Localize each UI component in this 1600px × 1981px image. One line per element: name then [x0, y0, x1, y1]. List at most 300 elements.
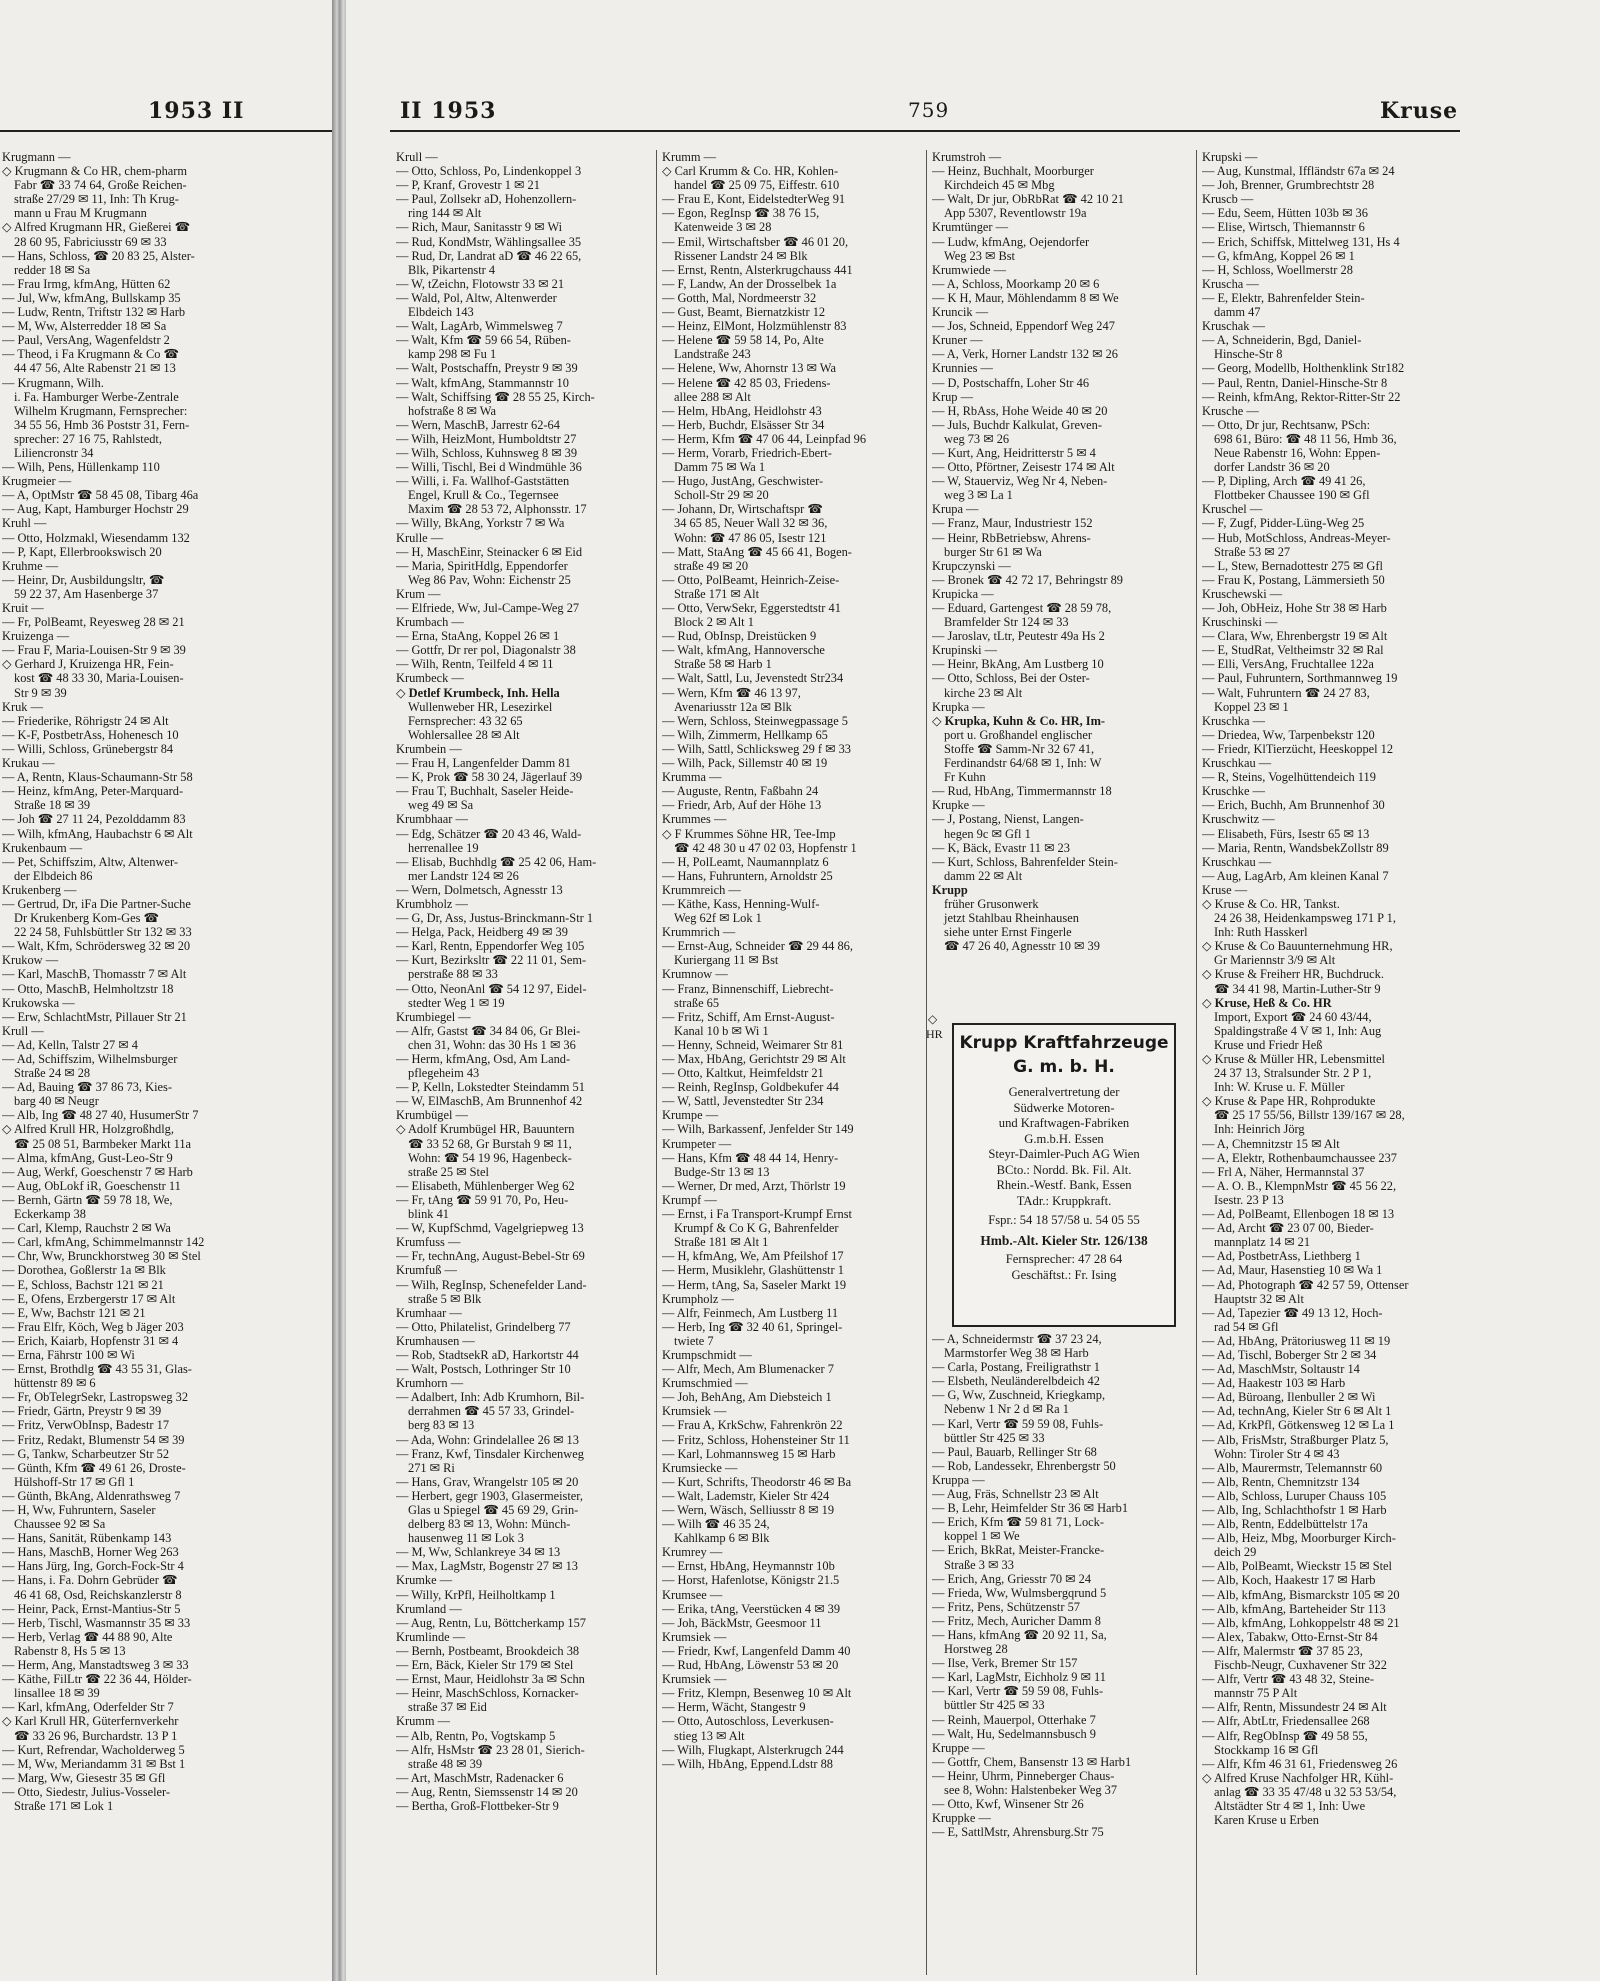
directory-entry: Straße 53 ✉ 27	[1214, 544, 1291, 559]
directory-entry: — Rob, Landessekr, Ehrenbergstr 50	[932, 1458, 1116, 1473]
directory-entry: — Hans, i. Fa. Dohrn Gebrüder ☎	[2, 1573, 178, 1588]
directory-entry: Krulle —	[396, 530, 444, 545]
directory-entry: — E, SattlMstr, Ahrensburg.Str 75	[932, 1825, 1104, 1840]
directory-entry: — Hans, Sanität, Rübenkamp 143	[2, 1531, 172, 1546]
directory-entry: ☎ 25 08 51, Barmbeker Markt 11a	[14, 1136, 192, 1151]
directory-entry: — Erw, SchlachtMstr, Pillauer Str 21	[2, 1009, 187, 1024]
directory-entry: Eckerkamp 38	[14, 1207, 86, 1222]
directory-entry: — Marg, Ww, Giesestr 35 ✉ Gfl	[2, 1770, 166, 1785]
directory-entry: — Wald, Pol, Altw, Altenwerder	[396, 290, 557, 305]
directory-entry: Krull —	[2, 1023, 44, 1038]
directory-entry: — Alex, Tabakw, Otto-Ernst-Str 84	[1202, 1629, 1378, 1644]
directory-entry: — Ad, HbAng, Prätoriusweg 11 ✉ 19	[1202, 1333, 1391, 1348]
directory-entry: — Karl, MaschB, Thomasstr 7 ✉ Alt	[2, 967, 187, 982]
directory-entry: — Helm, HbAng, Heidlohstr 43	[662, 403, 822, 418]
directory-entry: — K, Prok ☎ 58 30 24, Jägerlauf 39	[396, 770, 583, 785]
directory-entry: — Frau E, Kont, EidelstedterWeg 91	[662, 192, 846, 207]
directory-entry: der Elbdeich 86	[14, 868, 93, 883]
directory-entry: — Alb, FrisMstr, Straßburger Platz 5,	[1202, 1432, 1389, 1447]
directory-entry: — L, Stew, Bernadottestr 275 ✉ Gfl	[1202, 558, 1383, 573]
right-header-rule	[390, 130, 1460, 132]
directory-entry: mann u Frau M Krugmann	[14, 206, 147, 221]
directory-entry: — Alfr, Feinmech, Am Lustberg 11	[662, 1305, 839, 1320]
directory-entry: — Jos, Schneid, Eppendorf Weg 247	[932, 319, 1115, 334]
right-column-1	[396, 150, 654, 1975]
directory-entry: — Ernst, Brothdlg ☎ 43 55 31, Glas-	[2, 1362, 192, 1377]
directory-entry: straße 48 ✉ 39	[408, 1756, 483, 1771]
directory-entry: — Paul, Bauarb, Rellinger Str 68	[932, 1444, 1097, 1459]
directory-entry: — Pet, Schiffszim, Altw, Altenwer-	[2, 854, 178, 869]
directory-entry: — Walt, Kfm, Schrödersweg 32 ✉ 20	[2, 939, 191, 954]
directory-entry: — Erich, Schiffsk, Mittelweg 131, Hs 4	[1202, 234, 1400, 249]
directory-entry: — Elisabeth, Mühlenberger Weg 62	[396, 1178, 575, 1193]
directory-entry: — Joh, ObHeiz, Hohe Str 38 ✉ Harb	[1202, 601, 1387, 615]
directory-entry: Kruscha —	[1202, 276, 1259, 291]
directory-entry: — Walt, kfmAng, Stammannstr 10	[396, 375, 569, 390]
directory-entry: Chaussee 92 ✉ Sa	[14, 1517, 106, 1532]
directory-entry: — Aug, LagArb, Am kleinen Kanal 7	[1202, 868, 1389, 883]
directory-entry: kost ☎ 48 33 30, Maria-Louisen-	[14, 671, 184, 686]
directory-entry: Koppel 23 ✉ 1	[1214, 699, 1289, 714]
directory-entry: — Edg, Schätzer ☎ 20 43 46, Wald-	[396, 826, 582, 841]
directory-entry: — Max, LagMstr, Bogenstr 27 ✉ 13	[396, 1559, 578, 1574]
directory-entry: straße 65	[674, 995, 720, 1010]
directory-entry: 44 47 56, Alte Rabenstr 21 ✉ 13	[14, 361, 176, 376]
directory-entry: — Ludw, Rentn, Triftstr 132 ✉ Harb	[2, 305, 186, 320]
directory-entry: damm 47	[1214, 305, 1261, 320]
directory-entry: — Alb, Maurermstr, Telemannstr 60	[1202, 1460, 1383, 1475]
directory-entry: Kruschewski —	[1202, 586, 1283, 601]
directory-entry: — Hans, Fuhruntern, Arnoldstr 25	[662, 868, 833, 883]
directory-entry: Stockkamp 16 ✉ Gfl	[1214, 1742, 1319, 1757]
directory-entry: — Paul, Fuhruntern, Sorthmannweg 19	[1202, 671, 1398, 686]
directory-entry: ◇ Adolf Krumbügel HR, Bauuntern	[396, 1122, 575, 1137]
directory-entry: Krumsiecke —	[662, 1460, 738, 1475]
directory-entry: — Aug, Kapt, Hamburger Hochstr 29	[2, 502, 189, 517]
directory-entry: siehe unter Ernst Fingerle	[944, 925, 1072, 940]
directory-entry: — Ad, Bauing ☎ 37 86 73, Kies-	[2, 1080, 172, 1095]
directory-entry: Krumbiegel —	[396, 1009, 471, 1024]
directory-entry: 698 61, Büro: ☎ 48 11 56, Hmb 36,	[1214, 431, 1397, 446]
directory-entry: — Otto, Dr jur, Rechtsanw, PSch:	[1202, 417, 1371, 432]
directory-entry: Straße 171 ✉ Alt	[674, 586, 760, 601]
ad-line: Fernsprecher: 47 28 64	[1005, 1252, 1123, 1266]
directory-entry: — Otto, NeonAnl ☎ 54 12 97, Eidel-	[396, 981, 587, 996]
directory-entry: Krumbein —	[396, 741, 462, 756]
directory-entry: Wohlersallee 28 ✉ Alt	[408, 727, 520, 742]
directory-entry: — Elli, VersAng, Fruchtallee 122a	[1202, 657, 1374, 672]
directory-entry: — Art, MaschMstr, Radenacker 6	[396, 1770, 564, 1785]
directory-entry: Engel, Krull & Co., Tegernsee	[408, 488, 559, 503]
directory-entry: — Walt, LagArb, Wimmelsweg 7	[396, 319, 563, 334]
directory-entry: — Fritz, Schiff, Am Ernst-August-	[662, 1009, 835, 1024]
directory-entry: Kruit —	[2, 601, 44, 615]
directory-entry: — Alb, Rentn, Po, Vogtskamp 5	[396, 1728, 556, 1743]
directory-entry: — Helene, Ww, Ahornstr 13 ✉ Wa	[662, 361, 836, 376]
directory-entry: see 8, Wohn: Halstenbeker Weg 37	[944, 1783, 1118, 1797]
directory-entry: Krumfuss —	[396, 1235, 461, 1250]
right-page-header-right: Kruse	[1380, 98, 1459, 124]
directory-entry: Krumpf & Co K G, Bahrenfelder	[674, 1221, 839, 1236]
directory-entry: — Fritz, Mech, Auricher Damm 8	[932, 1613, 1101, 1628]
directory-entry: — Werner, Dr med, Arzt, Thörlstr 19	[662, 1178, 846, 1193]
directory-entry: — Hans, Schloss, ☎ 20 83 25, Alster-	[2, 248, 195, 263]
directory-entry: — Aug, Fräs, Schnellstr 23 ✉ Alt	[932, 1487, 1099, 1502]
directory-entry: straße 49 ✉ 20	[674, 558, 749, 573]
directory-entry: — Fritz, Schloss, Hohensteiner Str 11	[662, 1432, 850, 1447]
directory-entry: Rissener Landstr 24 ✉ Blk	[674, 248, 808, 263]
directory-entry: — Herm, kfmAng, Osd, Am Land-	[396, 1052, 571, 1066]
directory-entry: — F, Landw, An der Drosselbek 1a	[662, 276, 837, 291]
directory-entry: ◇ Kruse & Co Bauunternehmung HR,	[1202, 939, 1393, 954]
column-divider-3	[1196, 150, 1197, 1975]
directory-entry: — Kurt, Schrifts, Theodorstr 46 ✉ Ba	[662, 1474, 852, 1489]
directory-entry: — Joh, BäckMstr, Geesmoor 11	[662, 1615, 822, 1630]
directory-entry: — Jaroslav, tLtr, Peutestr 49a Hs 2	[932, 629, 1105, 644]
directory-entry: — Hans, Grav, Wrangelstr 105 ✉ 20	[396, 1474, 579, 1489]
directory-entry: — G, Dr, Ass, Justus-Brinckmann-Str 1	[396, 911, 594, 926]
directory-entry: — Erna, Fährstr 100 ✉ Wi	[2, 1347, 135, 1362]
directory-entry: Krumhausen —	[396, 1333, 475, 1348]
directory-entry: ◇ Alfred Krugmann HR, Gießerei ☎	[2, 220, 191, 235]
directory-entry: — Bernh, Postbeamt, Brookdeich 38	[396, 1643, 580, 1658]
directory-entry: herrenallee 19	[408, 840, 479, 855]
directory-entry: 34 55 56, Hmb 36 Poststr 31, Fern-	[14, 417, 190, 432]
directory-entry: — Carl, kfmAng, Schimmelmannstr 142	[2, 1235, 205, 1250]
directory-entry: hegen 9c ✉ Gfl 1	[944, 826, 1031, 841]
directory-entry: — Rud, HbAng, Timmermannstr 18	[932, 784, 1112, 799]
directory-entry: Krumhaar —	[396, 1305, 462, 1320]
directory-entry: — Alb, Heiz, Mbg, Moorburger Kirch-	[1202, 1531, 1396, 1546]
directory-entry: — Wern, Wäsch, Selliusstr 8 ✉ 19	[662, 1503, 835, 1517]
directory-entry: — Aug, Kunstmal, Iffländstr 67a ✉ 24	[1202, 164, 1395, 179]
directory-entry: — H, Schloss, Woellmerstr 28	[1202, 262, 1353, 277]
directory-entry: büttler Str 425 ✉ 33	[944, 1430, 1045, 1445]
directory-entry: — D, Postschaffn, Loher Str 46	[932, 375, 1090, 390]
directory-entry: Str 9 ✉ 39	[14, 685, 67, 700]
left-page-header: 1953 II	[148, 98, 245, 124]
directory-entry: — Rob, StadtsekR aD, Harkortstr 44	[396, 1347, 579, 1362]
directory-entry: — Fritz, VerwObInsp, Badestr 17	[2, 1418, 170, 1433]
directory-entry: — A, Rentn, Klaus-Schaumann-Str 58	[2, 770, 193, 785]
directory-entry: — Wilh ☎ 46 35 24,	[662, 1517, 770, 1532]
directory-entry: ring 144 ✉ Alt	[408, 206, 482, 221]
directory-entry: Krusche —	[1202, 403, 1259, 418]
directory-entry: — H, MaschEinr, Steinacker 6 ✉ Eid	[396, 544, 583, 559]
directory-entry: — Ada, Wohn: Grindelallee 26 ✉ 13	[396, 1432, 579, 1447]
directory-entry: — Rud, ObInsp, Dreistücken 9	[662, 629, 817, 644]
directory-entry: — Walt, Fuhruntern ☎ 24 27 83,	[1202, 685, 1370, 700]
directory-entry: — W, Sattl, Jevenstedter Str 234	[662, 1094, 824, 1109]
directory-entry: — Eduard, Gartengest ☎ 28 59 78,	[932, 601, 1112, 615]
directory-entry: Altstädter Str 4 ✉ 1, Inh: Uwe	[1214, 1798, 1366, 1813]
directory-entry: — Juls, Buchdr Kalkulat, Greven-	[932, 417, 1102, 432]
directory-entry: — Gottfr, Chem, Bansenstr 13 ✉ Harb1	[932, 1754, 1132, 1769]
directory-entry: — Heinz, kfmAng, Peter-Marquard-	[2, 784, 184, 799]
directory-entry: Krumhorn —	[396, 1376, 464, 1391]
ad-line: und Kraftwagen-Fabriken	[998, 1116, 1130, 1130]
directory-entry: — A. O. B., KlempnMstr ☎ 45 56 22,	[1202, 1178, 1397, 1193]
directory-entry: — Wilh, Zimmerm, Hellkamp 65	[662, 727, 828, 742]
directory-entry: — J, Postang, Nienst, Langen-	[932, 812, 1084, 827]
directory-entry: straße 37 ✉ Eid	[408, 1700, 487, 1715]
directory-entry: — Frieda, Ww, Wulmsbergqrund 5	[932, 1585, 1107, 1600]
directory-entry: — Jul, Ww, kfmAng, Bullskamp 35	[2, 290, 181, 305]
directory-entry: — Herb, Tischl, Wasmannstr 35 ✉ 33	[2, 1615, 191, 1630]
directory-entry: mannplatz 14 ✉ 21	[1214, 1235, 1311, 1250]
directory-entry: — Herb, Verlag ☎ 44 88 90, Alte	[2, 1629, 173, 1644]
directory-entry: — Elsbeth, Neuländerelbdeich 42	[932, 1374, 1100, 1389]
directory-entry: Kruse —	[1202, 882, 1248, 897]
right-column-4	[1202, 150, 1460, 1975]
directory-entry: — Joh, BehAng, Am Diebsteich 1	[662, 1390, 832, 1405]
directory-entry: — Kurt, Ang, Heidritterstr 5 ✉ 4	[932, 445, 1096, 460]
directory-entry: — Günth, BkAng, Aldenrathsweg 7	[2, 1488, 181, 1503]
directory-entry: Wohn: ☎ 54 19 96, Hagenbeck-	[408, 1150, 572, 1165]
directory-entry: Krupke —	[932, 798, 985, 813]
directory-entry: Kruppe —	[932, 1740, 985, 1755]
directory-entry: — Käthe, FilLtr ☎ 22 36 44, Hölder-	[2, 1672, 192, 1687]
directory-entry: Krupczynski —	[932, 558, 1011, 573]
directory-entry: — Ad, Büroang, Ilenbuller 2 ✉ Wi	[1202, 1390, 1376, 1405]
right-page-header-left: II 1953	[400, 98, 497, 124]
directory-entry: Krull —	[396, 150, 438, 164]
directory-entry: — Ernst, Maur, Heidlohstr 3a ✉ Schn	[396, 1672, 585, 1687]
directory-entry: — H, Ww, Fuhruntern, Saseler	[2, 1503, 156, 1517]
directory-entry: 34 65 85, Neuer Wall 32 ✉ 36,	[674, 516, 828, 531]
directory-entry: Blk, Pikartenstr 4	[408, 262, 496, 277]
directory-entry: ☎ 42 48 30 u 47 02 03, Hopfenstr 1	[674, 840, 857, 855]
directory-entry: Krumbach —	[396, 615, 464, 630]
directory-entry: — Wilh, Rentn, Teilfeld 4 ✉ 11	[396, 657, 554, 672]
directory-entry: — Ernst, i Fa Transport-Krumpf Ernst	[662, 1207, 852, 1222]
directory-entry: Kruse und Friedr Heß	[1214, 1037, 1323, 1052]
directory-entry: — Fr, tAng ☎ 59 91 70, Po, Heu-	[396, 1192, 569, 1207]
directory-entry: Krumm —	[662, 150, 717, 164]
directory-entry: Krumrey —	[662, 1545, 723, 1560]
directory-entry: — Joh, Brenner, Grumbrechtstr 28	[1202, 178, 1375, 193]
directory-entry: — M, Ww, Schlankreye 34 ✉ 13	[396, 1545, 561, 1560]
directory-entry: — Ad, technAng, Kieler Str 6 ✉ Alt 1	[1202, 1404, 1392, 1419]
directory-entry: — Heinr, MaschSchloss, Kornacker-	[396, 1686, 579, 1701]
directory-entry: — Wilh, HeizMont, Humboldtstr 27	[396, 431, 577, 446]
directory-entry: Weg 23 ✉ Bst	[944, 248, 1015, 263]
directory-entry: — Ad, PostbetrAss, Liethberg 1	[1202, 1249, 1361, 1264]
directory-entry: hausenweg 11 ✉ Lok 3	[408, 1531, 524, 1546]
ad-title: Krupp Kraftfahrzeuge	[959, 1033, 1169, 1053]
directory-entry: Marmstorfer Weg 38 ✉ Harb	[944, 1346, 1089, 1361]
book-gutter	[332, 0, 346, 1981]
directory-entry: — Alb, kfmAng, Lohkoppelstr 48 ✉ 21	[1202, 1615, 1400, 1630]
directory-entry: — Alfr, Gastst ☎ 34 84 06, Gr Blei-	[396, 1023, 581, 1038]
directory-entry: — Joh ☎ 27 11 24, Pezolddamm 83	[2, 812, 186, 827]
directory-entry: — Edu, Seem, Hütten 103b ✉ 36	[1202, 206, 1368, 221]
directory-entry: handel ☎ 25 09 75, Eiffestr. 610	[674, 178, 840, 193]
directory-entry: — P, Dipling, Arch ☎ 49 41 26,	[1202, 474, 1366, 489]
directory-entry: — E, Ofens, Erzbergerstr 17 ✉ Alt	[2, 1291, 176, 1306]
directory-entry: — Reinh, Mauerpol, Otterhake 7	[932, 1712, 1096, 1727]
krupp-advertisement	[952, 1023, 1176, 1327]
directory-entry: — Paul, VersAng, Wagenfeldstr 2	[2, 333, 170, 348]
directory-entry: — Ad, Archt ☎ 23 07 00, Bieder-	[1202, 1221, 1374, 1236]
directory-entry: — Alb, kfmAng, Bismarckstr 105 ✉ 20	[1202, 1587, 1400, 1602]
directory-entry: — Reinh, RegInsp, Goldbekufer 44	[662, 1080, 839, 1095]
directory-entry: — Herm, Musiklehr, Glashüttenstr 1	[662, 1263, 844, 1278]
directory-entry: — Gertrud, Dr, iFa Die Partner-Suche	[2, 896, 191, 911]
directory-entry: Rabenstr 8, Hs 5 ✉ 13	[14, 1643, 126, 1658]
directory-entry: — Herbert, gegr 1903, Glasermeister,	[396, 1488, 584, 1503]
directory-entry: — Walt, Postsch, Lothringer Str 10	[396, 1362, 571, 1377]
directory-entry: — Heinr, Uhrm, Pinneberger Chaus-	[932, 1768, 1115, 1783]
directory-entry: — E, Elektr, Bahrenfelder Stein-	[1202, 290, 1365, 305]
directory-entry: dorfer Landstr 36 ✉ 20	[1214, 460, 1330, 475]
directory-entry: Wohn: Tiroler Str 4 ✉ 43	[1214, 1446, 1340, 1461]
directory-entry: — Otto, MaschB, Helmholtzstr 18	[2, 981, 174, 996]
directory-entry: — Carla, Postang, Freiligrathstr 1	[932, 1360, 1100, 1375]
directory-entry: Krumbholz —	[396, 896, 468, 911]
directory-entry: Krup —	[932, 389, 973, 404]
right-column-2	[662, 150, 924, 1975]
directory-entry: — Rud, KondMstr, Wählingsallee 35	[396, 234, 582, 249]
directory-entry: — Alb, Schloss, Luruper Chauss 105	[1202, 1488, 1387, 1503]
directory-entry: Krunnies —	[932, 361, 993, 376]
directory-entry: ◇ Krugmann & Co HR, chem-pharm	[2, 164, 188, 179]
directory-entry: Kuriergang 11 ✉ Bst	[674, 953, 779, 968]
directory-entry: Krumfuß —	[396, 1263, 457, 1278]
directory-entry: — Heinz, Buchhalt, Moorburger	[932, 164, 1094, 179]
directory-entry: — Hans Jürg, Ing, Gorch-Fock-Str 4	[2, 1559, 184, 1574]
directory-entry: — Walt, Postschaffn, Preystr 9 ✉ 39	[396, 361, 578, 376]
directory-entry: allee 288 ✉ Alt	[674, 389, 751, 404]
directory-entry: Krummrich —	[662, 925, 736, 940]
directory-entry: twiete 7	[674, 1333, 714, 1348]
directory-entry: Kruner —	[932, 333, 983, 348]
ad-line: Generalvertretung der	[1008, 1085, 1120, 1099]
directory-entry: ◇ Carl Krumm & Co. HR, Kohlen-	[662, 164, 839, 179]
directory-entry: blink 41	[408, 1207, 449, 1222]
directory-entry: — Heinz, ElMont, Holzmühlenstr 83	[662, 319, 847, 334]
directory-entry: perstraße 88 ✉ 33	[408, 967, 498, 982]
directory-entry: — Fr, PolBeamt, Reyesweg 28 ✉ 21	[2, 615, 185, 630]
directory-entry: — Alfr, Malermstr ☎ 37 85 23,	[1202, 1643, 1363, 1658]
directory-entry: — Otto, Kaltkut, Heimfeldstr 21	[662, 1066, 824, 1081]
directory-entry: — K, Bäck, Evastr 11 ✉ 23	[932, 840, 1070, 855]
directory-entry: — Frau Elfr, Köch, Weg b Jäger 203	[2, 1319, 184, 1334]
directory-entry: Katenweide 3 ✉ 28	[674, 220, 772, 235]
directory-entry: 22 24 58, Fuhlsbüttler Str 132 ✉ 33	[14, 925, 192, 940]
directory-entry: Hülshoff-Str 17 ✉ Gfl 1	[14, 1474, 135, 1489]
directory-entry: — Friedr, Arb, Auf der Höhe 13	[662, 798, 822, 813]
directory-entry: Budge-Str 13 ✉ 13	[674, 1164, 770, 1179]
directory-entry: Krupicka —	[932, 586, 994, 601]
directory-entry: damm 22 ✉ Alt	[944, 868, 1023, 883]
directory-entry: — Alma, kfmAng, Gust-Leo-Str 9	[2, 1150, 173, 1165]
directory-entry: ◇ Detlef Krumbeck, Inh. Hella	[396, 685, 560, 700]
directory-entry: straße 5 ✉ Blk	[408, 1291, 482, 1306]
ad-title-legal-form: G. m. b. H.	[1013, 1057, 1115, 1077]
directory-entry: Dr Krukenberg Kom-Ges ☎	[14, 911, 159, 926]
directory-entry: — Rich, Maur, Sanitasstr 9 ✉ Wi	[396, 220, 563, 235]
directory-entry: Krumbeck —	[396, 671, 464, 686]
directory-entry: ◇ F Krummes Söhne HR, Tee-Imp	[662, 826, 836, 841]
directory-entry: — Gotth, Mal, Nordmeerstr 32	[662, 290, 817, 305]
directory-entry: linsallee 18 ✉ 39	[14, 1686, 100, 1701]
directory-entry: — Ad, Photograph ☎ 42 57 59, Ottenser	[1202, 1277, 1409, 1292]
directory-entry: Hinsche-Str 8	[1214, 347, 1283, 362]
directory-entry: — P, Kranf, Grovestr 1 ✉ 21	[396, 178, 540, 193]
directory-entry: Kruizenga —	[2, 629, 70, 644]
directory-entry: — Ad, Kelln, Talstr 27 ✉ 4	[2, 1037, 138, 1052]
directory-entry: — G, Tankw, Scharbeutzer Str 52	[2, 1446, 170, 1461]
directory-entry: — Otto, Siedestr, Julius-Vosseler-	[2, 1784, 171, 1799]
directory-entry: — Frau Irmg, kfmAng, Hütten 62	[2, 276, 171, 291]
directory-entry: ☎ 33 26 96, Burchardstr. 13 P 1	[14, 1728, 178, 1743]
directory-entry: — G, kfmAng, Koppel 26 ✉ 1	[1202, 248, 1355, 263]
directory-entry: — Wilh, RegInsp, Schenefelder Land-	[396, 1277, 587, 1292]
directory-entry: — Fr, ObTelegrSekr, Lastropsweg 32	[2, 1390, 189, 1405]
directory-entry: — Ern, Bäck, Kieler Str 179 ✉ Stel	[396, 1658, 574, 1673]
directory-entry: Kruschak —	[1202, 319, 1265, 334]
directory-entry: Straße 181 ✉ Alt 1	[674, 1235, 769, 1250]
directory-entry: — Karl, Vertr ☎ 59 59 08, Fuhls-	[932, 1684, 1104, 1699]
directory-entry: — Wilh, Flugkapt, Alsterkrugch 244	[662, 1742, 844, 1757]
directory-entry: Krumpeter —	[662, 1136, 732, 1151]
directory-entry: Krumpholz —	[662, 1291, 734, 1306]
directory-entry: — Frau A, KrkSchw, Fahrenkrön 22	[662, 1418, 843, 1433]
directory-entry: — Aug, Rentn, Lu, Böttcherkamp 157	[396, 1615, 586, 1630]
directory-entry: Krukowska —	[2, 995, 75, 1010]
directory-entry: — A, Elektr, Rothenbaumchaussee 237	[1202, 1150, 1397, 1165]
directory-entry: — Otto, Holzmakl, Wiesendamm 132	[2, 530, 190, 545]
directory-entry: Krupka —	[932, 699, 985, 714]
directory-entry: — Otto, Schloss, Bei der Oster-	[932, 671, 1090, 686]
directory-entry: — Walt, Kfm ☎ 59 66 54, Rüben-	[396, 333, 571, 348]
directory-entry: ☎ 34 41 98, Martin-Luther-Str 9	[1214, 981, 1381, 996]
directory-entry: mer Landstr 124 ✉ 26	[408, 868, 519, 883]
directory-entry: stedter Weg 1 ✉ 19	[408, 995, 505, 1010]
directory-entry: — Egon, RegInsp ☎ 38 76 15,	[662, 206, 820, 221]
directory-entry: — Heinr, Dr, Ausbildungsltr, ☎	[2, 572, 165, 587]
directory-entry: Krumlinde —	[396, 1629, 466, 1644]
directory-entry: — Fr, technAng, August-Bebel-Str 69	[396, 1249, 585, 1264]
directory-entry: — Wilh, kfmAng, Haubachstr 6 ✉ Alt	[2, 826, 193, 841]
directory-entry: Weg 62f ✉ Lok 1	[674, 911, 762, 926]
directory-entry: — Karl, kfmAng, Oderfelder Str 7	[2, 1700, 174, 1715]
directory-entry: — Alfr, Mech, Am Blumenacker 7	[662, 1362, 834, 1377]
directory-entry: — Hans, kfmAng ☎ 20 92 11, Sa,	[932, 1627, 1107, 1642]
directory-entry: Damm 75 ✉ Wa 1	[674, 460, 766, 475]
directory-entry: — Karl, Rentn, Eppendorfer Weg 105	[396, 939, 585, 954]
directory-entry: — Alb, Rentn, Eddelbüttelstr 17a	[1202, 1517, 1368, 1532]
directory-entry: Gr Mariennstr 3/9 ✉ Alt	[1214, 953, 1336, 968]
directory-entry: ◇ Kruse & Freiherr HR, Buchdruck.	[1202, 967, 1384, 982]
directory-entry: straße 25 ✉ Stel	[408, 1164, 489, 1179]
directory-entry: weg 3 ✉ La 1	[944, 488, 1013, 503]
directory-entry: — Ad, PolBeamt, Ellenbogen 18 ✉ 13	[1202, 1207, 1395, 1222]
directory-entry: Kanal 10 b ✉ Wi 1	[674, 1023, 769, 1038]
directory-entry: Krumstroh —	[932, 150, 1002, 164]
directory-entry: — Ad, Haakestr 103 ✉ Harb	[1202, 1376, 1346, 1391]
directory-entry: — Fritz, Redakt, Blumenstr 54 ✉ 39	[2, 1432, 185, 1447]
directory-entry: — Otto, VerwSekr, Eggerstedtstr 41	[662, 601, 841, 615]
directory-entry: — Herm, Kfm ☎ 47 06 44, Leinpfad 96	[662, 431, 867, 446]
left-header-rule	[0, 130, 332, 132]
ad-line: Geschäftst.: Fr. Ising	[1011, 1267, 1117, 1282]
directory-entry: Fernsprecher: 43 32 65	[408, 713, 523, 728]
directory-entry: Krupinski —	[932, 643, 998, 658]
directory-entry: Krukow —	[2, 953, 59, 968]
directory-entry: Krumschmied —	[662, 1376, 748, 1391]
